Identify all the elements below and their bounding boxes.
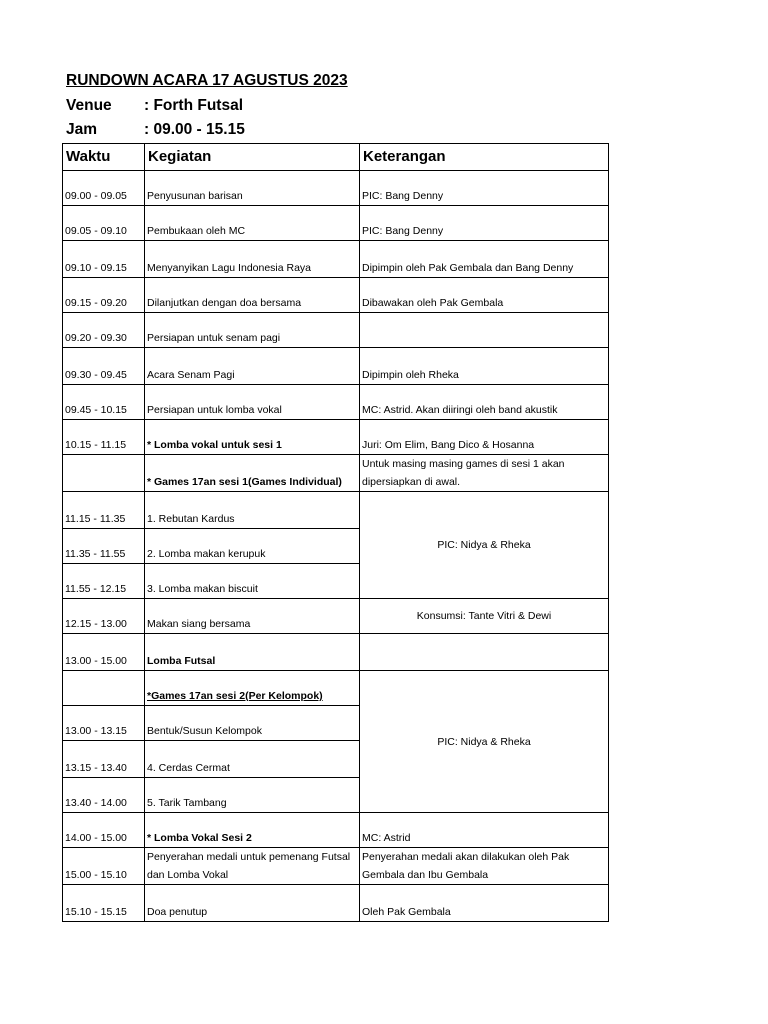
cell-keterangan: Oleh Pak Gembala (360, 885, 609, 922)
cell-keterangan: PIC: Bang Denny (360, 206, 609, 241)
header-kegiatan: Kegiatan (145, 144, 360, 171)
cell-waktu: 09.20 - 09.30 (63, 313, 145, 348)
cell-waktu: 15.10 - 15.15 (63, 885, 145, 922)
header-keterangan: Keterangan (360, 144, 609, 171)
cell-keterangan: PIC: Nidya & Rheka (360, 671, 609, 813)
cell-waktu: 11.55 - 12.15 (63, 564, 145, 599)
table-row (63, 455, 609, 492)
table-row (63, 813, 609, 848)
cell-waktu (63, 455, 145, 492)
cell-kegiatan: *Games 17an sesi 2(Per Kelompok) (145, 671, 360, 706)
header-waktu: Waktu (63, 144, 145, 171)
cell-waktu (63, 671, 145, 706)
cell-kegiatan: Penyusunan barisan (145, 171, 360, 206)
cell-kegiatan: Bentuk/Susun Kelompok (145, 706, 360, 741)
table-row (63, 206, 609, 241)
cell-kegiatan: Lomba Futsal (145, 634, 360, 671)
cell-waktu: 13.00 - 13.15 (63, 706, 145, 741)
cell-waktu: 09.05 - 09.10 (63, 206, 145, 241)
table-row (63, 671, 609, 706)
cell-keterangan (360, 313, 609, 348)
table-row (63, 313, 609, 348)
cell-waktu: 12.15 - 13.00 (63, 599, 145, 634)
cell-waktu: 13.15 - 13.40 (63, 741, 145, 778)
cell-waktu: 09.15 - 09.20 (63, 278, 145, 313)
rundown-table (62, 143, 609, 922)
cell-kegiatan: 4. Cerdas Cermat (145, 741, 360, 778)
table-row (63, 599, 609, 634)
cell-keterangan: PIC: Nidya & Rheka (360, 492, 609, 599)
venue-value: : Forth Futsal (144, 97, 244, 114)
cell-waktu: 09.10 - 09.15 (63, 241, 145, 278)
cell-keterangan: Dibawakan oleh Pak Gembala (360, 278, 609, 313)
cell-waktu: 10.15 - 11.15 (63, 420, 145, 455)
table-row (63, 420, 609, 455)
cell-kegiatan: Menyanyikan Lagu Indonesia Raya (145, 241, 360, 278)
table-row (63, 171, 609, 206)
cell-keterangan: Dipimpin oleh Rheka (360, 348, 609, 385)
cell-waktu: 15.00 - 15.10 (63, 848, 145, 885)
cell-waktu: 11.35 - 11.55 (63, 529, 145, 564)
cell-kegiatan: Acara Senam Pagi (145, 348, 360, 385)
cell-kegiatan: Dilanjutkan dengan doa bersama (145, 278, 360, 313)
cell-waktu: 14.00 - 15.00 (63, 813, 145, 848)
table-row (63, 348, 609, 385)
cell-kegiatan: * Lomba Vokal Sesi 2 (145, 813, 360, 848)
cell-kegiatan: Doa penutup (145, 885, 360, 922)
cell-keterangan: Dipimpin oleh Pak Gembala dan Bang Denny (360, 241, 609, 278)
table-row (63, 278, 609, 313)
cell-keterangan: Penyerahan medali akan dilakukan oleh Pak Gembala dan Ibu Gembala (360, 848, 609, 885)
cell-kegiatan: 5. Tarik Tambang (145, 778, 360, 813)
table-row (63, 385, 609, 420)
document-title: RUNDOWN ACARA 17 AGUSTUS 2023 (66, 72, 348, 89)
table-header-row (63, 144, 609, 171)
jam-label: Jam (66, 121, 98, 138)
cell-keterangan: MC: Astrid (360, 813, 609, 848)
cell-kegiatan: Penyerahan medali untuk pemenang Futsal dan Lomba Vokal (145, 848, 360, 885)
cell-waktu: 13.40 - 14.00 (63, 778, 145, 813)
cell-keterangan: MC: Astrid. Akan diiringi oleh band akustik (360, 385, 609, 420)
cell-waktu: 09.45 - 10.15 (63, 385, 145, 420)
table-row (63, 885, 609, 922)
cell-keterangan (360, 634, 609, 671)
table-row (63, 492, 609, 529)
table-row (63, 848, 609, 885)
cell-kegiatan: 1. Rebutan Kardus (145, 492, 360, 529)
jam-value: : 09.00 - 15.15 (144, 121, 245, 138)
cell-keterangan: PIC: Bang Denny (360, 171, 609, 206)
cell-kegiatan: Pembukaan oleh MC (145, 206, 360, 241)
cell-waktu: 09.00 - 09.05 (63, 171, 145, 206)
cell-keterangan: Konsumsi: Tante Vitri & Dewi (360, 599, 609, 634)
cell-keterangan: Untuk masing masing games di sesi 1 akan dipersiapkan di awal. (360, 455, 609, 492)
cell-waktu: 09.30 - 09.45 (63, 348, 145, 385)
cell-kegiatan: 3. Lomba makan biscuit (145, 564, 360, 599)
cell-waktu: 11.15 - 11.35 (63, 492, 145, 529)
venue-label: Venue (66, 97, 112, 114)
cell-kegiatan: 2. Lomba makan kerupuk (145, 529, 360, 564)
cell-waktu: 13.00 - 15.00 (63, 634, 145, 671)
cell-kegiatan: * Lomba vokal untuk sesi 1 (145, 420, 360, 455)
cell-kegiatan: Persiapan untuk lomba vokal (145, 385, 360, 420)
cell-kegiatan: Makan siang bersama (145, 599, 360, 634)
cell-keterangan: Juri: Om Elim, Bang Dico & Hosanna (360, 420, 609, 455)
table-row (63, 241, 609, 278)
table-row (63, 634, 609, 671)
cell-kegiatan: Persiapan untuk senam pagi (145, 313, 360, 348)
cell-kegiatan: * Games 17an sesi 1(Games Individual) (145, 455, 360, 492)
